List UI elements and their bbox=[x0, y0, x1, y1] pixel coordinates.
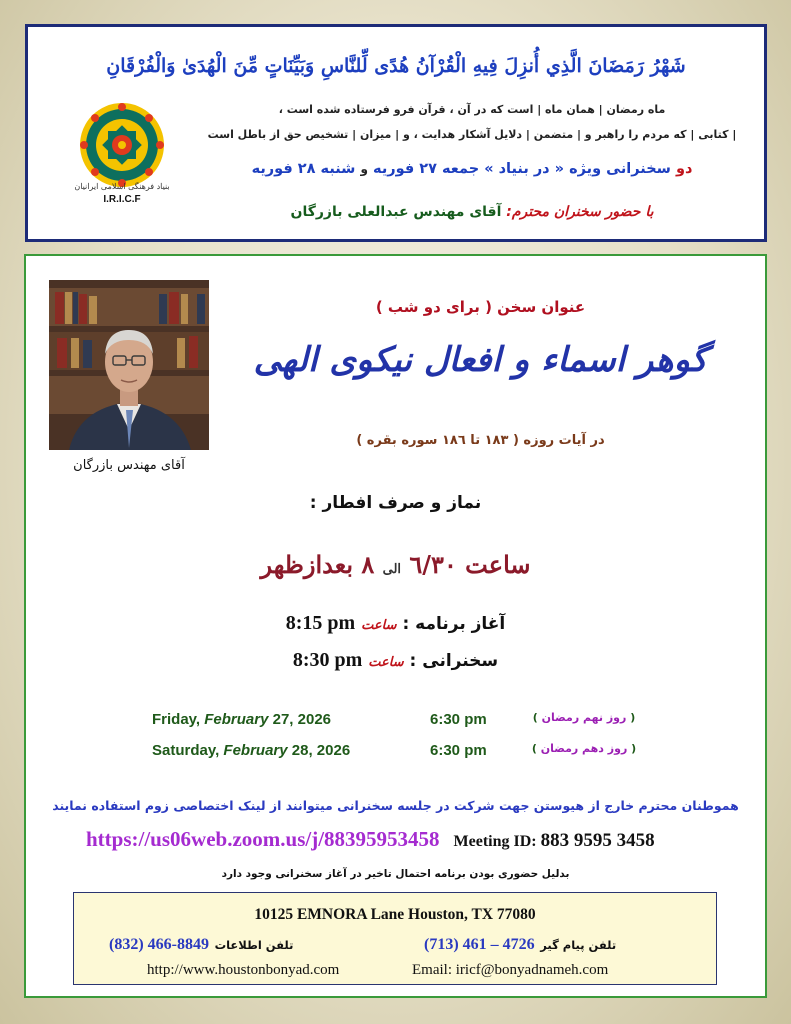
zoom-link[interactable]: https://us06web.zoom.us/j/88395953458 bbox=[86, 827, 440, 851]
contact-box bbox=[73, 892, 717, 985]
speech-start-row bbox=[26, 649, 765, 672]
quran-verse: شَهْرُ رَمَضَانَ الَّذِي أُنزِلَ فِيهِ الْقُرْآنُ هُدًى لِّلنَّاسِ وَبَيِّنَاتٍ مِّنَ الْهُدَىٰ وَالْفُرْقَانِ bbox=[106, 55, 686, 77]
prayer-iftar-label: نماز و صرف افطار : bbox=[309, 493, 482, 513]
schedule-row bbox=[26, 742, 765, 762]
meeting-id: Meeting ID: 883 9595 3458 bbox=[453, 830, 655, 851]
time-end: ٨ بعدازظهر bbox=[260, 550, 375, 579]
office-phone-row bbox=[109, 934, 293, 954]
office-phone[interactable]: (832) 466-8849 bbox=[109, 936, 209, 953]
message-phone-row bbox=[424, 934, 616, 954]
schedule-ramadan-day: ( روز دهم رمضان ) bbox=[531, 742, 637, 755]
email-link[interactable]: Email: iricf@bonyadnameh.com bbox=[412, 962, 609, 978]
speaker-photo bbox=[49, 280, 209, 450]
website-link[interactable]: http://www.houstonbonyad.com bbox=[147, 962, 340, 978]
schedule-date: Friday, February 27, 2026 bbox=[152, 711, 332, 728]
schedule-row bbox=[26, 711, 765, 731]
special-lectures-line bbox=[198, 161, 746, 177]
logo-acronym: I.R.I.C.F bbox=[103, 194, 141, 205]
special-part-4: شنبه ٢٨ فوریه bbox=[251, 161, 356, 177]
presence-label: با حضور سخنران محترم: bbox=[506, 204, 654, 220]
program-start-label: آغاز برنامه : bbox=[402, 614, 506, 634]
logo-caption: بنیاد فرهنگی اسلامی ایرانیان bbox=[74, 182, 170, 191]
office-phone-label: تلفن اطلاعات bbox=[214, 938, 294, 952]
message-phone-label: تلفن پیام گیر bbox=[540, 938, 617, 952]
subject-label: عنوان سخن ( برای دو شب ) bbox=[375, 298, 586, 316]
verse-translation-line-2: | کتابی | که مردم را راهبر و | متضمن | دلایل آشکار هدایت ، و | میزان | تشخیص حق از باطل است bbox=[207, 128, 737, 141]
schedule-ramadan-day: ( روز نهم رمضان ) bbox=[532, 711, 636, 724]
schedule-time: 6:30 pm bbox=[430, 742, 487, 759]
program-start-time-label: ساعت bbox=[361, 618, 397, 633]
special-part-2: سخنرانی ویژه « در بنیاد » جمعه ٢٧ فوریه bbox=[373, 161, 671, 177]
time-start: ساعت ٦/٣٠ bbox=[409, 550, 531, 579]
iftar-time-line bbox=[26, 550, 765, 579]
header-panel bbox=[25, 24, 767, 242]
schedule-date: Saturday, February 28, 2026 bbox=[152, 742, 351, 759]
photo-caption: آقای مهندس بازرگان bbox=[73, 458, 185, 473]
speech-label: سخنرانی : bbox=[409, 651, 499, 671]
verse-translation-line-1: ماه رمضان | همان ماه | است که در آن ، قرآن فرو فرستاده شده است ، bbox=[278, 103, 666, 116]
speaker-name: آقای مهندس عبدالعلی بازرگان bbox=[290, 204, 502, 220]
delay-note: بدلیل حضوری بودن برنامه احتمال تاخیر در آغاز سخنرانی وجود دارد bbox=[221, 868, 570, 880]
special-part-3: و bbox=[360, 162, 368, 176]
zoom-note: هموطنان محترم خارج از هیوستن جهت شرکت در جلسه سخنرانی میتوانند از لینک اختصاصی زوم استفاده نمایند bbox=[52, 798, 739, 813]
schedule-time: 6:30 pm bbox=[430, 711, 487, 728]
special-part-1: دو bbox=[675, 161, 693, 177]
zoom-row bbox=[86, 827, 655, 852]
speech-time: 8:30 pm bbox=[292, 649, 363, 671]
verses-reference: در آیات روزه ( ١٨٣ تا ١٨٦ سوره بقره ) bbox=[356, 433, 605, 448]
main-panel bbox=[24, 254, 767, 998]
talk-title: گوهر اسماء و افعال نیکوی الهی bbox=[253, 340, 708, 380]
program-start-row bbox=[26, 612, 765, 635]
address: 10125 EMNORA Lane Houston, TX 77080 bbox=[254, 906, 536, 923]
time-until: الی bbox=[382, 562, 402, 577]
speech-time-label: ساعت bbox=[368, 655, 404, 670]
program-start-time: 8:15 pm bbox=[285, 612, 356, 634]
message-phone[interactable]: (713) 461 – 4726 bbox=[424, 936, 535, 953]
speaker-line bbox=[198, 204, 746, 220]
